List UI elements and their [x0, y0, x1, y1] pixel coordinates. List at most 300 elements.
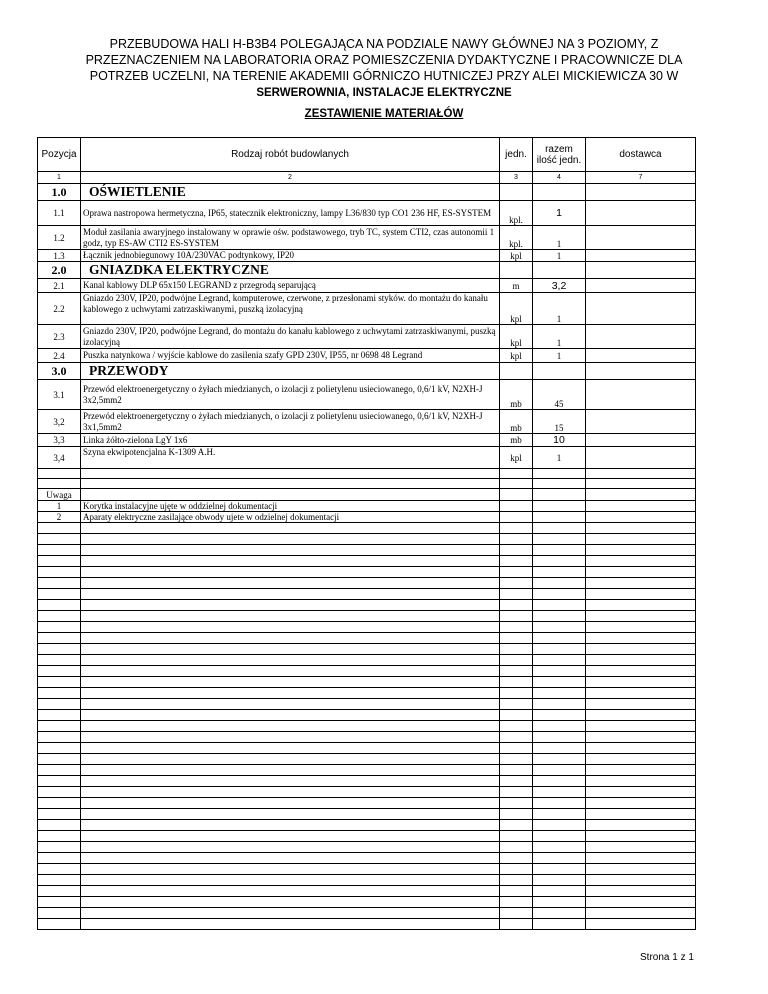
- col-number: 2: [81, 172, 500, 184]
- empty-row: [38, 534, 696, 545]
- empty-cell: [500, 611, 533, 622]
- empty-rows: [38, 523, 696, 930]
- empty-cell: [586, 611, 696, 622]
- empty-cell: [500, 262, 533, 279]
- table-row: [38, 410, 696, 434]
- empty-cell: [533, 523, 586, 534]
- col-header-dostawca: dostawca: [586, 138, 696, 172]
- empty-cell: [500, 842, 533, 853]
- empty-cell: [586, 886, 696, 897]
- empty-cell: [586, 469, 696, 479]
- empty-cell: [81, 469, 500, 479]
- empty-cell: [81, 534, 500, 545]
- item-qty: 1: [533, 201, 586, 226]
- empty-cell: [38, 886, 81, 897]
- empty-row: [38, 556, 696, 567]
- col-number: 1: [38, 172, 81, 184]
- item-qty: 1: [533, 447, 586, 469]
- empty-cell: [38, 842, 81, 853]
- empty-cell: [533, 765, 586, 776]
- empty-row: [38, 479, 696, 489]
- empty-row: [38, 864, 696, 875]
- item-pos: 3,2: [38, 410, 81, 434]
- notes-label-row: [38, 489, 696, 501]
- empty-cell: [586, 633, 696, 644]
- empty-cell: [533, 677, 586, 688]
- item-supplier: [586, 349, 696, 363]
- empty-row: [38, 787, 696, 798]
- empty-cell: [38, 919, 81, 930]
- empty-cell: [81, 864, 500, 875]
- empty-cell: [81, 886, 500, 897]
- empty-cell: [500, 534, 533, 545]
- empty-cell: [38, 776, 81, 787]
- empty-cell: [533, 534, 586, 545]
- item-pos: 3,3: [38, 434, 81, 447]
- empty-cell: [586, 600, 696, 611]
- empty-row: [38, 908, 696, 919]
- empty-cell: [38, 721, 81, 732]
- empty-cell: [533, 721, 586, 732]
- empty-row: [38, 809, 696, 820]
- empty-row: [38, 875, 696, 886]
- empty-cell: [38, 589, 81, 600]
- empty-cell: [586, 589, 696, 600]
- empty-row: [38, 622, 696, 633]
- item-unit: kpl: [500, 250, 533, 262]
- empty-cell: [500, 677, 533, 688]
- empty-cell: [586, 489, 696, 501]
- section-number: 3.0: [38, 363, 81, 380]
- item-supplier: [586, 201, 696, 226]
- empty-cell: [500, 919, 533, 930]
- empty-cell: [586, 501, 696, 512]
- empty-cell: [500, 479, 533, 489]
- table-row: [38, 279, 696, 293]
- empty-cell: [533, 710, 586, 721]
- empty-cell: [533, 545, 586, 556]
- empty-cell: [500, 545, 533, 556]
- table-row: [38, 293, 696, 325]
- empty-cell: [586, 512, 696, 523]
- empty-row: [38, 469, 696, 479]
- item-supplier: [586, 447, 696, 469]
- empty-cell: [81, 897, 500, 908]
- empty-row: [38, 765, 696, 776]
- item-supplier: [586, 293, 696, 325]
- empty-cell: [533, 512, 586, 523]
- item-pos: 1.1: [38, 201, 81, 226]
- item-unit: kpl.: [500, 201, 533, 226]
- item-pos: 1.2: [38, 226, 81, 250]
- empty-cell: [533, 589, 586, 600]
- empty-cell: [533, 919, 586, 930]
- empty-cell: [500, 633, 533, 644]
- empty-cell: [586, 644, 696, 655]
- empty-cell: [533, 776, 586, 787]
- col-number: 3: [500, 172, 533, 184]
- empty-row: [38, 776, 696, 787]
- empty-cell: [38, 469, 81, 479]
- empty-cell: [38, 633, 81, 644]
- empty-cell: [586, 820, 696, 831]
- notes-label: Uwaga: [38, 489, 81, 501]
- empty-cell: [533, 820, 586, 831]
- empty-cell: [533, 743, 586, 754]
- empty-cell: [586, 754, 696, 765]
- empty-cell: [533, 611, 586, 622]
- section-row: [38, 262, 696, 279]
- table-row: [38, 349, 696, 363]
- empty-row: [38, 886, 696, 897]
- empty-cell: [500, 666, 533, 677]
- empty-cell: [38, 820, 81, 831]
- title-line: PRZEBUDOWA HALI H-B3B4 POLEGAJĄCA NA PODZIALE NAWY GŁÓWNEJ NA 3 POZIOMY, Z: [109, 37, 659, 51]
- table-row: [38, 250, 696, 262]
- empty-row: [38, 523, 696, 534]
- empty-cell: [500, 820, 533, 831]
- empty-cell: [500, 655, 533, 666]
- empty-cell: [81, 655, 500, 666]
- empty-cell: [81, 820, 500, 831]
- empty-cell: [500, 897, 533, 908]
- empty-cell: [38, 864, 81, 875]
- empty-cell: [586, 578, 696, 589]
- col-number-row: [38, 172, 696, 184]
- empty-cell: [533, 655, 586, 666]
- empty-cell: [38, 611, 81, 622]
- empty-row: [38, 721, 696, 732]
- item-desc: Gniazdo 230V, IP20, podwójne Legrand, komputerowe, czerwone, z przesłonami styków. do montażu do kanału kablowego z uchwytami zatrzaskiwanymi, puszką izolacyjną: [81, 293, 500, 325]
- empty-row: [38, 732, 696, 743]
- col-header-pozycja: Pozycja: [38, 138, 81, 172]
- empty-cell: [586, 710, 696, 721]
- item-desc: Gniazdo 230V, IP20, podwójne Legrand, do montażu do kanału kablowego z uchwytami zatrzaskiwanymi, puszką izolacyjną: [81, 325, 500, 349]
- empty-cell: [38, 578, 81, 589]
- item-desc: Moduł zasilania awaryjnego instalowany w oprawie ośw. podstawowego, tryb TC, system CTI2, czas autonomii 1 godz, typ ES-AW CTI2 ES-SYSTEM: [81, 226, 500, 250]
- item-unit: kpl: [500, 349, 533, 363]
- empty-cell: [586, 765, 696, 776]
- empty-cell: [533, 809, 586, 820]
- empty-cell: [500, 776, 533, 787]
- empty-cell: [586, 853, 696, 864]
- item-pos: 1.3: [38, 250, 81, 262]
- empty-cell: [586, 262, 696, 279]
- empty-cell: [81, 578, 500, 589]
- empty-cell: [500, 699, 533, 710]
- empty-cell: [500, 743, 533, 754]
- empty-cell: [533, 666, 586, 677]
- empty-row: [38, 611, 696, 622]
- empty-cell: [533, 831, 586, 842]
- empty-row: [38, 567, 696, 578]
- empty-cell: [81, 600, 500, 611]
- empty-cell: [38, 787, 81, 798]
- empty-cell: [586, 721, 696, 732]
- item-pos: 3.1: [38, 380, 81, 410]
- empty-cell: [81, 853, 500, 864]
- empty-cell: [500, 864, 533, 875]
- empty-cell: [500, 688, 533, 699]
- empty-cell: [533, 622, 586, 633]
- empty-cell: [586, 864, 696, 875]
- empty-cell: [38, 897, 81, 908]
- item-unit: mb: [500, 380, 533, 410]
- empty-cell: [81, 831, 500, 842]
- item-unit: m: [500, 279, 533, 293]
- empty-cell: [500, 798, 533, 809]
- empty-cell: [533, 600, 586, 611]
- empty-cell: [533, 469, 586, 479]
- empty-row: [38, 699, 696, 710]
- item-desc: Linka żółto-zielona LgY 1x6: [81, 434, 500, 447]
- empty-cell: [533, 798, 586, 809]
- empty-cell: [81, 809, 500, 820]
- table-row: [38, 325, 696, 349]
- document-title: [0, 36, 768, 84]
- empty-cell: [586, 545, 696, 556]
- empty-cell: [500, 469, 533, 479]
- empty-cell: [81, 556, 500, 567]
- empty-cell: [533, 886, 586, 897]
- item-desc: Przewód elektroenergetyczny o żyłach miedzianych, o izolacji z polietylenu usieciowanego, 0,6/1 kV, N2XH-J 3x1,5mm2: [81, 410, 500, 434]
- empty-cell: [500, 600, 533, 611]
- empty-cell: [500, 622, 533, 633]
- note-text: Aparaty elektryczne zasilające obwody ujete w odzielnej dokumentacji: [81, 512, 500, 523]
- empty-cell: [533, 644, 586, 655]
- empty-cell: [500, 886, 533, 897]
- empty-cell: [586, 919, 696, 930]
- empty-cell: [586, 556, 696, 567]
- empty-row: [38, 919, 696, 930]
- section-row: [38, 184, 696, 201]
- empty-cell: [533, 908, 586, 919]
- empty-cell: [533, 262, 586, 279]
- empty-cell: [500, 875, 533, 886]
- empty-cell: [500, 644, 533, 655]
- item-unit: kpl: [500, 325, 533, 349]
- empty-cell: [38, 908, 81, 919]
- empty-cell: [38, 655, 81, 666]
- empty-cell: [586, 897, 696, 908]
- empty-cell: [81, 721, 500, 732]
- empty-cell: [533, 688, 586, 699]
- empty-cell: [586, 798, 696, 809]
- empty-cell: [81, 589, 500, 600]
- empty-cell: [38, 699, 81, 710]
- empty-cell: [81, 710, 500, 721]
- empty-cell: [81, 699, 500, 710]
- item-pos: 2.4: [38, 349, 81, 363]
- item-supplier: [586, 410, 696, 434]
- empty-cell: [38, 644, 81, 655]
- empty-cell: [81, 523, 500, 534]
- empty-cell: [586, 666, 696, 677]
- empty-cell: [500, 501, 533, 512]
- empty-row: [38, 688, 696, 699]
- empty-cell: [586, 743, 696, 754]
- empty-cell: [38, 732, 81, 743]
- col-header-razem: razem ilość jedn.: [533, 138, 586, 172]
- empty-cell: [500, 523, 533, 534]
- col-number: 7: [586, 172, 696, 184]
- item-unit: kpl.: [500, 226, 533, 250]
- item-desc: Łącznik jednobiegunowy 10A/230VAC podtynkowy, IP20: [81, 250, 500, 262]
- empty-cell: [533, 897, 586, 908]
- empty-cell: [81, 489, 500, 501]
- item-unit: mb: [500, 434, 533, 447]
- empty-cell: [38, 688, 81, 699]
- empty-row: [38, 897, 696, 908]
- item-qty: 15: [533, 410, 586, 434]
- empty-cell: [586, 363, 696, 380]
- empty-cell: [81, 611, 500, 622]
- empty-cell: [586, 831, 696, 842]
- empty-row: [38, 655, 696, 666]
- empty-cell: [586, 776, 696, 787]
- empty-row: [38, 831, 696, 842]
- empty-cell: [38, 545, 81, 556]
- item-qty: 3,2: [533, 279, 586, 293]
- item-desc: Oprawa nastropowa hermetyczna, IP65, statecznik elektroniczny, lampy L36/830 typ CO1 236 HF, ES-SYSTEM: [81, 201, 500, 226]
- empty-cell: [81, 633, 500, 644]
- item-pos: 2.2: [38, 293, 81, 325]
- empty-row: [38, 743, 696, 754]
- note-pos: 1: [38, 501, 81, 512]
- item-pos: 3,4: [38, 447, 81, 469]
- empty-cell: [81, 644, 500, 655]
- empty-cell: [81, 688, 500, 699]
- col-number: 4: [533, 172, 586, 184]
- empty-cell: [38, 666, 81, 677]
- empty-cell: [81, 732, 500, 743]
- col-header-jedn: jedn.: [500, 138, 533, 172]
- item-supplier: [586, 434, 696, 447]
- document-subtitle: SERWEROWNIA, INSTALACJE ELEKTRYCZNE: [256, 87, 512, 99]
- empty-row: [38, 600, 696, 611]
- empty-cell: [81, 765, 500, 776]
- empty-cell: [38, 556, 81, 567]
- empty-row: [38, 710, 696, 721]
- section-number: 2.0: [38, 262, 81, 279]
- item-desc: Szyna ekwipotencjalna K-1309 A.H.: [81, 447, 500, 469]
- empty-cell: [586, 622, 696, 633]
- empty-cell: [500, 556, 533, 567]
- document-subtitle-2: [0, 108, 768, 120]
- item-desc: Kanal kablowy DLP 65x150 LEGRAND z przegrodą separującą: [81, 279, 500, 293]
- empty-row: [38, 820, 696, 831]
- empty-cell: [38, 743, 81, 754]
- empty-cell: [38, 798, 81, 809]
- empty-cell: [38, 622, 81, 633]
- empty-cell: [500, 184, 533, 201]
- empty-cell: [533, 567, 586, 578]
- item-qty: 1: [533, 250, 586, 262]
- empty-cell: [500, 489, 533, 501]
- page-number: Strona 1 z 1: [640, 952, 694, 963]
- section-row: [38, 363, 696, 380]
- table-row: [38, 226, 696, 250]
- empty-cell: [81, 776, 500, 787]
- empty-cell: [38, 875, 81, 886]
- empty-cell: [81, 743, 500, 754]
- empty-cell: [38, 765, 81, 776]
- item-qty: 1: [533, 226, 586, 250]
- empty-row: [38, 798, 696, 809]
- title-line: POTRZEB UCZELNI, NA TERENIE AKADEMII GÓRNICZO HUTNICZEJ PRZY ALEI MICKIEWICZA 30 W: [89, 69, 679, 83]
- empty-cell: [500, 765, 533, 776]
- empty-cell: [81, 754, 500, 765]
- empty-cell: [500, 578, 533, 589]
- empty-row: [38, 842, 696, 853]
- item-qty: 1: [533, 325, 586, 349]
- col-header-rodzaj: Rodzaj robót budowlanych: [81, 138, 500, 172]
- empty-cell: [500, 567, 533, 578]
- empty-cell: [533, 732, 586, 743]
- empty-cell: [81, 479, 500, 489]
- empty-cell: [38, 523, 81, 534]
- empty-cell: [533, 363, 586, 380]
- note-row: [38, 512, 696, 523]
- empty-cell: [533, 489, 586, 501]
- empty-cell: [586, 875, 696, 886]
- empty-cell: [38, 831, 81, 842]
- note-row: [38, 501, 696, 512]
- empty-cell: [586, 699, 696, 710]
- empty-cell: [500, 363, 533, 380]
- empty-cell: [500, 732, 533, 743]
- empty-cell: [81, 908, 500, 919]
- empty-cell: [38, 600, 81, 611]
- empty-cell: [38, 809, 81, 820]
- empty-cell: [586, 809, 696, 820]
- item-unit: kpl: [500, 293, 533, 325]
- section-name: PRZEWODY: [81, 363, 500, 380]
- item-desc: Przewód elektroenergetyczny o żyłach miedzianych, o izolacji z polietylenu usieciowanego, 0,6/1 kV, N2XH-J 3x2,5mm2: [81, 380, 500, 410]
- empty-cell: [38, 710, 81, 721]
- item-qty: 10: [533, 434, 586, 447]
- empty-cell: [586, 732, 696, 743]
- item-pos: 2.3: [38, 325, 81, 349]
- item-supplier: [586, 325, 696, 349]
- empty-cell: [38, 853, 81, 864]
- note-text: Korytka instalacyjne ujęte w oddzielnej dokumentacji: [81, 501, 500, 512]
- empty-cell: [500, 710, 533, 721]
- empty-cell: [533, 853, 586, 864]
- empty-cell: [38, 567, 81, 578]
- empty-cell: [586, 787, 696, 798]
- empty-cell: [533, 699, 586, 710]
- section-number: 1.0: [38, 184, 81, 201]
- empty-cell: [586, 523, 696, 534]
- empty-cell: [533, 556, 586, 567]
- empty-cell: [586, 908, 696, 919]
- empty-cell: [586, 842, 696, 853]
- empty-cell: [81, 545, 500, 556]
- empty-cell: [500, 853, 533, 864]
- empty-row: [38, 545, 696, 556]
- empty-cell: [81, 622, 500, 633]
- section-name: GNIAZDKA ELEKTRYCZNE: [81, 262, 500, 279]
- empty-cell: [38, 479, 81, 489]
- empty-cell: [38, 754, 81, 765]
- item-unit: mb: [500, 410, 533, 434]
- table-row: [38, 380, 696, 410]
- empty-cell: [81, 787, 500, 798]
- empty-row: [38, 589, 696, 600]
- empty-row: [38, 666, 696, 677]
- empty-cell: [533, 633, 586, 644]
